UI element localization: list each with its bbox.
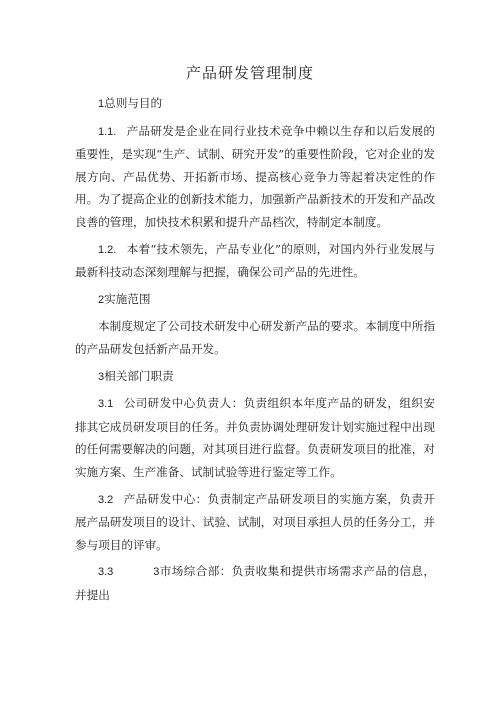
paragraph-3-3-inner-number: 3 <box>153 566 160 579</box>
document-title: 产品研发管理制度 <box>185 64 314 82</box>
paragraph-2-1-text: 本制度规定了公司技术研发中心研发新产品的要求。本制度中所指的产品研发包括新产品开发。 <box>75 319 435 356</box>
section-3-title: 相关部门职责 <box>104 368 174 383</box>
paragraph-3-1-number: 3.1 <box>98 398 114 411</box>
paragraph-3-1 <box>75 392 435 483</box>
section-2-title: 实施范围 <box>104 291 151 306</box>
paragraph-1-1-number: 1.1. <box>98 125 117 138</box>
section-2-number: 2 <box>98 293 105 306</box>
paragraph-1-2-text: 本着“技术领先，产品专业化”的原则，对国内外行业发展与最新科技动态深刻理解与把握，确保公司产品的先进性。 <box>75 241 435 280</box>
paragraph-3-1-text: 公司研发中心负责人：负责组织本年度产品的研发，组织安排其它成员研发项目的任务。并负责协调处理研发计划实施过程中出现的任何需要解决的问题，对其项目进行监督。负责研发项目的批准，对实施方案、生产准备、试制试验等进行鉴定等工作。 <box>75 396 435 479</box>
paragraph-3-3-number: 3.3 <box>98 566 114 579</box>
document-body <box>75 92 435 610</box>
paragraph-3-3 <box>75 560 435 606</box>
section-2-heading <box>75 288 435 312</box>
section-1-number: 1 <box>98 98 105 110</box>
section-1-heading <box>75 92 435 116</box>
paragraph-3-3-text: 市场综合部：负责收集和提供市场需求产品的信息，并提出 <box>75 564 435 602</box>
paragraph-1-1 <box>75 120 435 234</box>
paragraph-1-2-number: 1.2. <box>98 243 117 256</box>
paragraph-3-2 <box>75 488 435 557</box>
paragraph-3-2-number: 3.2 <box>98 493 114 506</box>
paragraph-1-1-text: 产品研发是企业在同行业技术竞争中赖以生存和以后发展的重要性，是实现“生产、试制、研究开发”的重要性阶段，它对企业的发展方向、产品优势、开拓新市场、提高核心竞争力等起着决定性的作用。为了提高企业的创新技术能力，加强新产品新技术的开发和产品改良善的管理，加快技术积累和提升产品档次，特制定本制度。 <box>75 123 435 229</box>
paragraph-3-2-text: 产品研发中心：负责制定产品研发项目的实施方案，负责开展产品研发项目的设计、试验、试制，对项目承担人员的任务分工，并参与项目的评审。 <box>75 491 435 552</box>
section-3-number: 3 <box>98 370 105 383</box>
section-1-title: 总则与目的 <box>104 96 163 110</box>
paragraph-2-1 <box>75 315 435 360</box>
paragraph-1-2 <box>75 238 435 284</box>
section-3-heading <box>75 365 435 389</box>
